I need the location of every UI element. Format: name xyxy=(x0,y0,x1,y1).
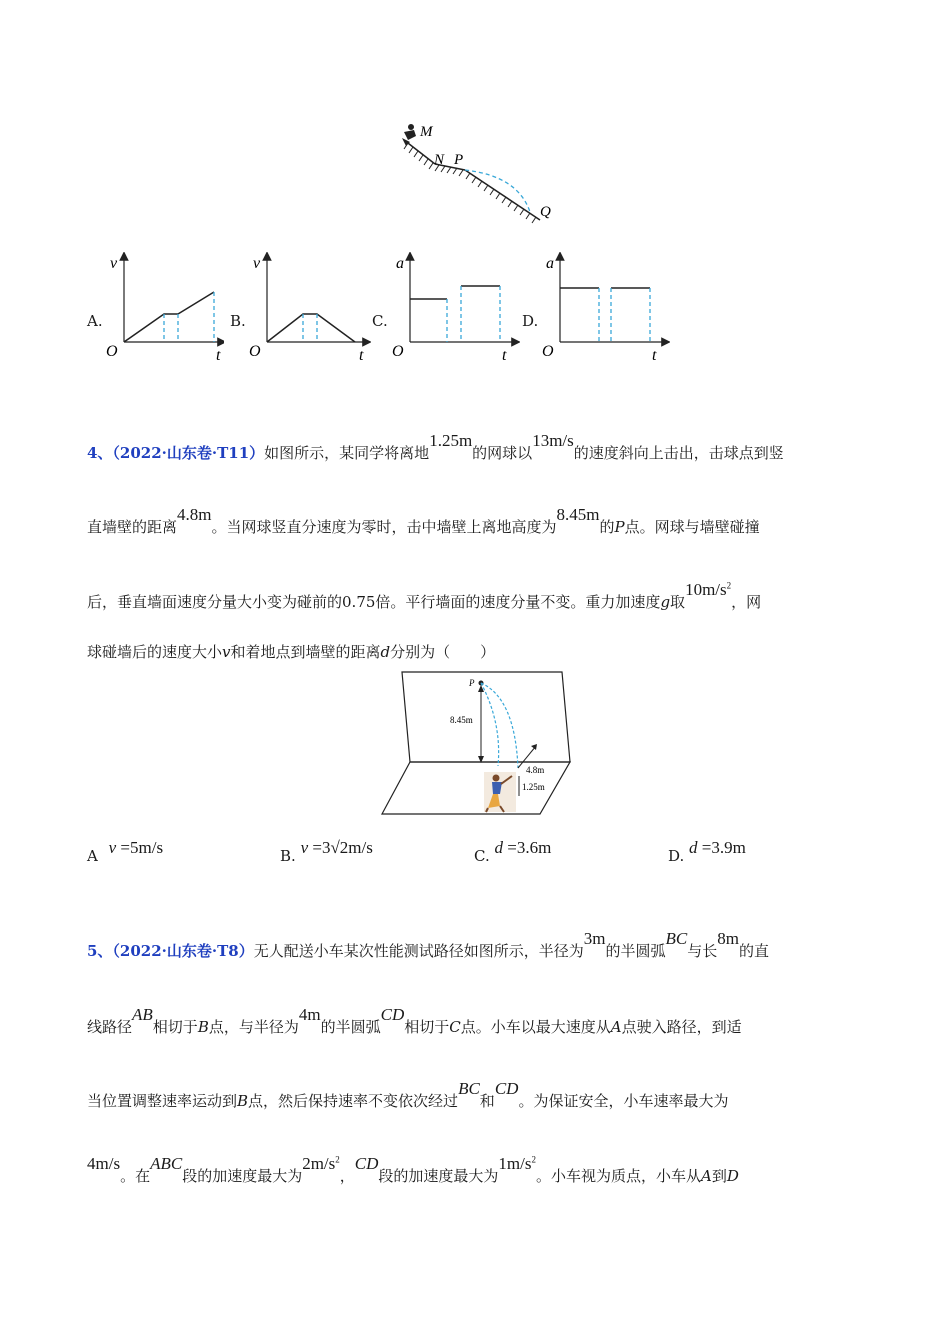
q5-arc-bc: BC xyxy=(665,929,688,948)
q4-line-3 xyxy=(87,580,762,612)
q5-text: 到 xyxy=(711,1167,727,1185)
q4-line-1 xyxy=(87,431,784,463)
q4-text: 倍。平行墙面的速度分量不变。重力加速度 xyxy=(375,593,661,611)
graph-d-y-label: a xyxy=(546,255,554,272)
q4-text: 。当网球竖直分速度为零时，击中墙壁上离地高度为 xyxy=(211,518,557,536)
tennis-player-icon xyxy=(484,772,516,812)
q4-option-d[interactable] xyxy=(668,838,746,866)
option-d-label: D. xyxy=(522,312,539,330)
q5-text: 。为保证安全，小车速率最大为 xyxy=(518,1092,729,1110)
q4-text: 点。网球与墙壁碰撞 xyxy=(624,518,760,536)
q5-text: 和 xyxy=(479,1092,495,1110)
graph-c xyxy=(390,252,520,364)
option-label: C. xyxy=(474,847,490,865)
option-b-label: B. xyxy=(230,312,246,330)
graph-b-y-label: v xyxy=(253,255,261,272)
option-expr: =3√2m/s xyxy=(308,838,373,857)
graph-b-x-label: t xyxy=(359,347,364,364)
q4-option-b[interactable] xyxy=(280,838,373,866)
option-var: d xyxy=(689,838,698,857)
q5-b-label: B xyxy=(237,1092,249,1110)
q5-text: 点，然后保持速率不变依次经过 xyxy=(248,1092,459,1110)
option-expr: =3.6m xyxy=(503,838,552,857)
q4-text: 球碰墙后的速度大小 xyxy=(87,643,223,661)
tennis-wall-figure xyxy=(380,668,580,820)
q5-line-1 xyxy=(87,929,769,961)
q4-text: 的 xyxy=(599,518,615,536)
q4-text: 直墙壁的距离 xyxy=(87,518,178,536)
q5-arc-cd: CD xyxy=(494,1079,519,1098)
option-expr: =3.9m xyxy=(697,838,746,857)
q5-arc-cd: CD xyxy=(380,1005,405,1024)
q4-wall-height-value: 8.45m xyxy=(556,505,600,524)
q4-text: 和着地点到墙壁的距离 xyxy=(230,643,381,661)
q4-g-label: g xyxy=(660,593,671,611)
fig-h1-label: 8.45m xyxy=(450,715,473,725)
q5-d-label: D xyxy=(726,1167,739,1185)
q5-r1-value: 3m xyxy=(583,929,606,948)
slope-figure xyxy=(390,118,570,233)
graph-d-origin: O xyxy=(542,343,554,360)
graph-d-x-label: t xyxy=(652,347,657,364)
q4-number: 4、（2022·山东卷·T11） xyxy=(87,444,265,462)
q5-text: ， xyxy=(339,1167,355,1185)
q5-vmax-value: 4m/s xyxy=(87,1154,121,1173)
option-label: D. xyxy=(668,847,685,865)
q5-a-label: A xyxy=(610,1018,622,1036)
q5-text: 的直 xyxy=(738,942,769,960)
option-a-label: A. xyxy=(87,312,103,330)
q5-seg-ab: AB xyxy=(132,1005,153,1024)
q5-line-3 xyxy=(87,1079,729,1111)
option-expr: =5m/s xyxy=(116,838,164,857)
q5-text: 的半圆弧 xyxy=(320,1018,381,1036)
q4-distance-value: 4.8m xyxy=(177,505,212,524)
label-q: Q xyxy=(540,204,551,220)
graph-a-y-label: v xyxy=(110,255,118,272)
q5-text: 当位置调整速率运动到 xyxy=(87,1092,238,1110)
option-label: B. xyxy=(280,847,296,865)
q5-text: 与长 xyxy=(687,942,718,960)
q5-text: 点，与半径为 xyxy=(208,1018,299,1036)
graph-a xyxy=(104,252,224,364)
option-var: v xyxy=(300,838,309,857)
q4-g-value: $10m/s^2$ xyxy=(685,580,732,599)
q5-text: 段的加速度最大为 xyxy=(378,1167,499,1185)
fig-h2-label: 4.8m xyxy=(526,765,545,775)
q5-seg-cd: CD xyxy=(354,1154,379,1173)
q4-text: 的网球以 xyxy=(472,444,533,462)
label-p: P xyxy=(454,152,464,168)
q4-text: 取 xyxy=(670,593,686,611)
q4-text: 分别为（ ） xyxy=(390,643,496,661)
q5-length-value: 8m xyxy=(717,929,739,948)
fig-p-label: P xyxy=(469,678,475,688)
graph-c-x-label: t xyxy=(502,347,507,364)
q5-a-label: A xyxy=(701,1167,712,1185)
label-n: N xyxy=(434,152,445,168)
q5-text: 无人配送小车某次性能测试路径如图所示，半径为 xyxy=(253,942,584,960)
fig-h3-label: 1.25m xyxy=(522,782,545,792)
q4-line-4 xyxy=(87,641,495,662)
option-var: v xyxy=(108,838,117,857)
q4-d-label: d xyxy=(380,643,391,661)
q5-text: 点驶入路径，到适 xyxy=(621,1018,742,1036)
graph-c-origin: O xyxy=(392,343,404,360)
q4-v-label: v xyxy=(222,643,231,661)
q4-option-c[interactable] xyxy=(474,838,552,866)
q5-text: 段的加速度最大为 xyxy=(182,1167,303,1185)
option-c-label: C. xyxy=(372,312,388,330)
option-var: d xyxy=(494,838,503,857)
q5-a2-value: $1m/s^2$ xyxy=(498,1154,536,1173)
q4-line-2 xyxy=(87,505,760,537)
graph-c-y-label: a xyxy=(396,255,404,272)
q5-text: 。小车视为质点，小车从 xyxy=(535,1167,701,1185)
q4-ratio-value: 0.75 xyxy=(342,593,376,611)
q5-line-4 xyxy=(87,1154,739,1186)
q4-text: 的速度斜向上击出，击球点到竖 xyxy=(573,444,784,462)
q5-a1-value: $2m/s^2$ xyxy=(302,1154,340,1173)
q4-text: ，网 xyxy=(731,593,762,611)
q5-text: 相切于 xyxy=(404,1018,450,1036)
option-label: A xyxy=(87,847,98,865)
q5-text: 的半圆弧 xyxy=(605,942,666,960)
q5-r2-value: 4m xyxy=(298,1005,321,1024)
q4-speed-value: 13m/s xyxy=(532,431,574,450)
q5-text: 线路径 xyxy=(87,1018,133,1036)
q5-b-label: B xyxy=(197,1018,209,1036)
q5-text: 相切于 xyxy=(152,1018,198,1036)
q4-text: 如图所示，某同学将离地 xyxy=(264,444,430,462)
label-m: M xyxy=(420,124,433,140)
q5-number: 5、（2022·山东卷·T8） xyxy=(87,942,254,960)
skier-icon xyxy=(402,124,416,146)
q4-p-label: P xyxy=(614,518,625,536)
q5-seg-abc: ABC xyxy=(150,1154,183,1173)
q4-option-a[interactable] xyxy=(87,838,164,866)
q5-arc-bc: BC xyxy=(458,1079,480,1098)
graph-a-origin: O xyxy=(106,343,118,360)
graph-d xyxy=(540,252,670,364)
graph-b-origin: O xyxy=(249,343,261,360)
q5-c-label: C xyxy=(449,1018,461,1036)
q5-line-2 xyxy=(87,1005,742,1037)
q4-text: 后，垂直墙面速度分量大小变为碰前的 xyxy=(87,593,343,611)
graph-a-x-label: t xyxy=(216,347,221,364)
graph-b xyxy=(247,252,371,364)
q5-text: 。在 xyxy=(120,1167,151,1185)
q4-height-value: 1.25m xyxy=(429,431,473,450)
q5-text: 点。小车以最大速度从 xyxy=(460,1018,611,1036)
